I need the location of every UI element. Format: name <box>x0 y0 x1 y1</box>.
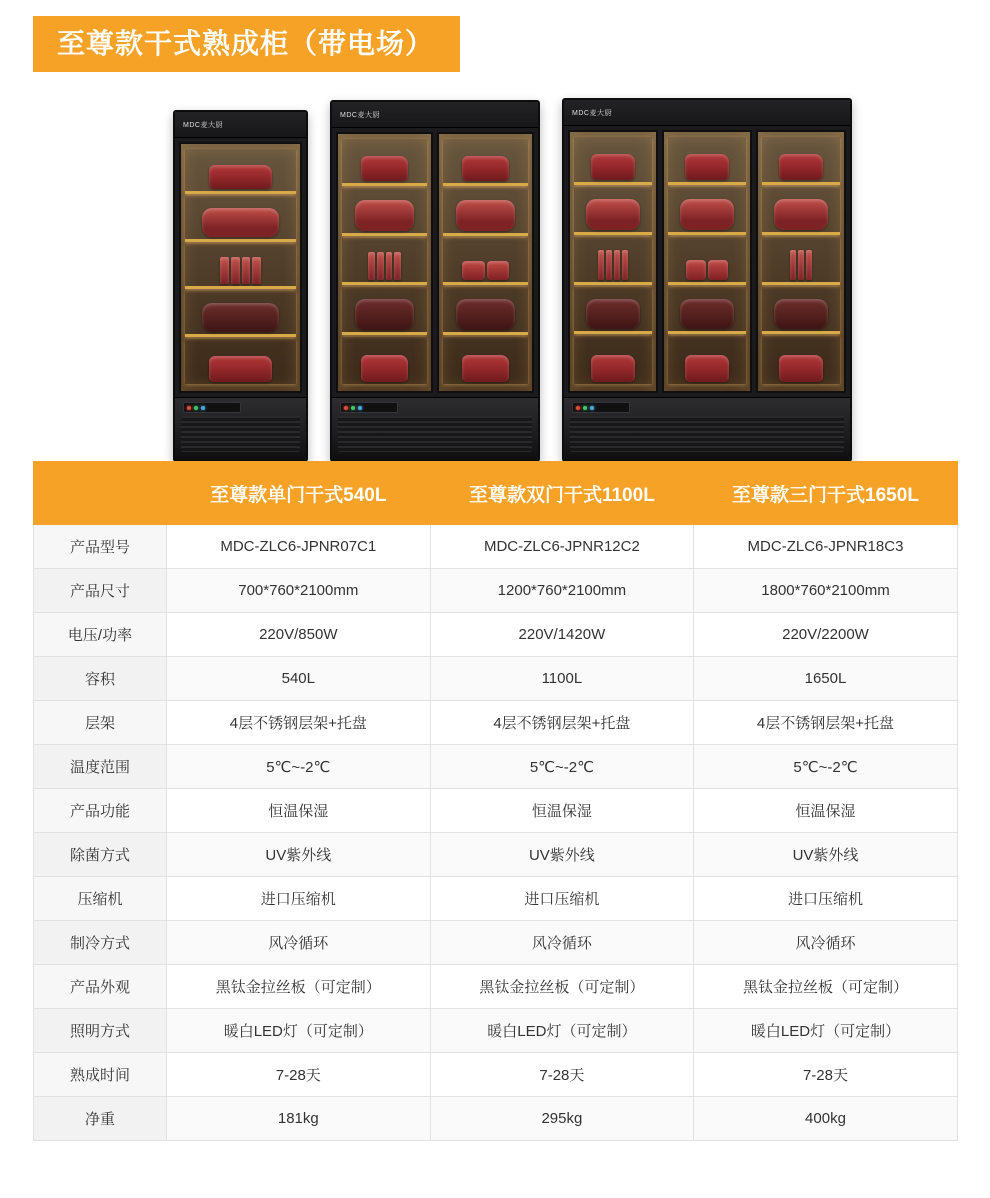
cell-value: UV紫外线 <box>694 833 958 877</box>
cell-value: 5℃~-2℃ <box>694 745 958 789</box>
shelf <box>185 339 296 384</box>
row-label: 产品尺寸 <box>34 569 167 613</box>
row-label: 温度范围 <box>34 745 167 789</box>
vent-grille <box>338 416 532 452</box>
specification-table <box>33 461 958 1141</box>
meat-cut <box>680 199 735 230</box>
cell-value: 暖白LED灯（可定制） <box>167 1009 431 1053</box>
table-row <box>34 657 958 701</box>
table-row <box>34 877 958 921</box>
page-title-banner <box>33 16 460 72</box>
meat-cut <box>686 260 706 280</box>
row-label: 净重 <box>34 1097 167 1141</box>
row-label: 产品型号 <box>34 525 167 569</box>
shelf <box>185 149 296 194</box>
shelf <box>574 237 652 285</box>
meat-cut <box>368 252 375 281</box>
cell-value: 4层不锈钢层架+托盘 <box>694 701 958 745</box>
table-header <box>34 462 958 525</box>
cell-value: 220V/850W <box>167 613 431 657</box>
cell-value: 进口压缩机 <box>694 877 958 921</box>
cell-value: 风冷循环 <box>430 921 694 965</box>
meat-cut <box>774 299 829 330</box>
cell-value: 700*760*2100mm <box>167 569 431 613</box>
table-corner-cell <box>34 462 167 525</box>
cell-value: 黑钛金拉丝板（可定制） <box>694 965 958 1009</box>
cell-value: 5℃~-2℃ <box>430 745 694 789</box>
meat-cut <box>806 250 812 279</box>
brand-logo-label: MDC麦大厨 <box>183 121 223 129</box>
cell-value: UV紫外线 <box>430 833 694 877</box>
meat-cut <box>685 154 729 180</box>
meat-cut <box>462 261 484 281</box>
brand-logo-label: MDC麦大厨 <box>572 109 612 117</box>
page-title: 至尊款干式熟成柜（带电场） <box>57 28 435 59</box>
cell-value: 进口压缩机 <box>167 877 431 921</box>
shelf <box>574 287 652 335</box>
meat-cut <box>456 200 516 231</box>
shelf <box>342 139 427 186</box>
row-label: 产品外观 <box>34 965 167 1009</box>
row-label: 除菌方式 <box>34 833 167 877</box>
meat-cut <box>779 154 823 180</box>
cabinet-group <box>173 98 852 462</box>
glass-door <box>662 130 752 393</box>
meat-cut <box>598 250 604 279</box>
meat-cut <box>622 250 628 279</box>
table-body <box>34 525 958 1141</box>
cell-value: 7-28天 <box>167 1053 431 1097</box>
row-label: 电压/功率 <box>34 613 167 657</box>
meat-cut <box>202 303 280 332</box>
row-label: 容积 <box>34 657 167 701</box>
meat-cut <box>355 200 415 231</box>
cell-value: 黑钛金拉丝板（可定制） <box>430 965 694 1009</box>
cell-value: UV紫外线 <box>167 833 431 877</box>
product-image-area <box>33 80 957 462</box>
cell-value: 进口压缩机 <box>430 877 694 921</box>
control-panel[interactable] <box>572 402 630 413</box>
row-label: 产品功能 <box>34 789 167 833</box>
cabinet-top-header <box>175 112 306 138</box>
shelf <box>762 237 840 285</box>
shelf <box>443 139 528 186</box>
cell-value: 220V/1420W <box>430 613 694 657</box>
glass-door-row <box>332 128 538 397</box>
row-label: 压缩机 <box>34 877 167 921</box>
shelf <box>443 188 528 235</box>
shelf <box>342 287 427 334</box>
meat-cut <box>462 156 510 181</box>
meat-cut <box>231 257 240 285</box>
shelf <box>185 244 296 289</box>
uv-led-icon <box>590 406 594 410</box>
status-led-icon <box>583 406 587 410</box>
table-row <box>34 921 958 965</box>
cell-value: MDC-ZLC6-JPNR18C3 <box>694 525 958 569</box>
meat-cut <box>586 199 641 230</box>
column-header-model-1: 至尊款单门干式540L <box>167 462 431 525</box>
meat-cut <box>202 208 280 237</box>
shelf <box>185 291 296 336</box>
single-door-cabinet-image <box>173 110 308 462</box>
glass-door-row <box>175 138 306 397</box>
meat-cut <box>386 252 393 281</box>
table-row <box>34 1053 958 1097</box>
meat-cut <box>220 257 229 285</box>
meat-cut <box>614 250 620 279</box>
shelf <box>185 196 296 241</box>
cell-value: 7-28天 <box>694 1053 958 1097</box>
table-row <box>34 789 958 833</box>
vent-grille <box>181 416 300 452</box>
meat-cut <box>209 356 271 382</box>
cell-value: 风冷循环 <box>167 921 431 965</box>
cell-value: 风冷循环 <box>694 921 958 965</box>
cell-value: 1650L <box>694 657 958 701</box>
meat-cut <box>209 165 271 189</box>
meat-cut <box>779 355 823 382</box>
table-row <box>34 833 958 877</box>
cell-value: 恒温保湿 <box>167 789 431 833</box>
shelf <box>668 137 746 185</box>
meat-cut <box>361 156 409 181</box>
control-panel[interactable] <box>340 402 398 413</box>
column-header-model-2: 至尊款双门干式1100L <box>430 462 694 525</box>
row-label: 制冷方式 <box>34 921 167 965</box>
brand-logo-label: MDC麦大厨 <box>340 111 380 119</box>
power-led-icon <box>187 406 191 410</box>
table-row <box>34 613 958 657</box>
shelf <box>443 238 528 285</box>
cabinet-base-unit <box>332 397 538 460</box>
meat-cut <box>606 250 612 279</box>
table-header-row <box>34 462 958 525</box>
table-row <box>34 701 958 745</box>
status-led-icon <box>194 406 198 410</box>
shelf <box>762 187 840 235</box>
meat-cut <box>774 199 829 230</box>
control-panel[interactable] <box>183 402 241 413</box>
cell-value: 220V/2200W <box>694 613 958 657</box>
table-row <box>34 965 958 1009</box>
double-door-cabinet-image <box>330 100 540 462</box>
meat-cut <box>394 252 401 281</box>
uv-led-icon <box>201 406 205 410</box>
meat-cut <box>586 299 641 330</box>
table-row <box>34 745 958 789</box>
shelf <box>342 337 427 384</box>
meat-cut <box>355 299 415 330</box>
cell-value: 295kg <box>430 1097 694 1141</box>
glass-door <box>437 132 534 393</box>
shelf <box>342 238 427 285</box>
column-header-model-3: 至尊款三门干式1650L <box>694 462 958 525</box>
cell-value: 400kg <box>694 1097 958 1141</box>
cell-value: MDC-ZLC6-JPNR07C1 <box>167 525 431 569</box>
shelf <box>762 137 840 185</box>
shelf <box>574 336 652 384</box>
cell-value: 1800*760*2100mm <box>694 569 958 613</box>
meat-cut <box>591 154 635 180</box>
cell-value: 恒温保湿 <box>430 789 694 833</box>
cell-value: 5℃~-2℃ <box>167 745 431 789</box>
status-led-icon <box>351 406 355 410</box>
meat-cut <box>242 257 251 285</box>
shelf <box>443 337 528 384</box>
meat-cut <box>591 355 635 382</box>
cell-value: 4层不锈钢层架+托盘 <box>430 701 694 745</box>
shelf <box>574 187 652 235</box>
glass-door <box>568 130 658 393</box>
cell-value: 540L <box>167 657 431 701</box>
cell-value: 181kg <box>167 1097 431 1141</box>
cell-value: 1200*760*2100mm <box>430 569 694 613</box>
meat-cut <box>685 355 729 382</box>
meat-cut <box>487 261 509 281</box>
cabinet-base-unit <box>564 397 850 460</box>
glass-door <box>756 130 846 393</box>
meat-cut <box>252 257 261 285</box>
cell-value: 暖白LED灯（可定制） <box>694 1009 958 1053</box>
uv-led-icon <box>358 406 362 410</box>
glass-door <box>336 132 433 393</box>
glass-door-row <box>564 126 850 397</box>
glass-door <box>179 142 302 393</box>
cabinet-base-unit <box>175 397 306 460</box>
cabinet-top-header <box>564 100 850 126</box>
table-row <box>34 1009 958 1053</box>
cabinet-top-header <box>332 102 538 128</box>
shelf <box>668 287 746 335</box>
table-row <box>34 569 958 613</box>
meat-cut <box>456 299 516 330</box>
cell-value: 暖白LED灯（可定制） <box>430 1009 694 1053</box>
power-led-icon <box>576 406 580 410</box>
cell-value: 7-28天 <box>430 1053 694 1097</box>
meat-cut <box>798 250 804 279</box>
cell-value: 恒温保湿 <box>694 789 958 833</box>
shelf <box>762 336 840 384</box>
cell-value: MDC-ZLC6-JPNR12C2 <box>430 525 694 569</box>
meat-cut <box>377 252 384 281</box>
meat-cut <box>790 250 796 279</box>
row-label: 熟成时间 <box>34 1053 167 1097</box>
shelf <box>668 237 746 285</box>
table-row <box>34 525 958 569</box>
shelf <box>668 336 746 384</box>
shelf <box>574 137 652 185</box>
meat-cut <box>361 355 409 382</box>
shelf <box>443 287 528 334</box>
table-row <box>34 1097 958 1141</box>
power-led-icon <box>344 406 348 410</box>
row-label: 照明方式 <box>34 1009 167 1053</box>
vent-grille <box>570 416 844 452</box>
triple-door-cabinet-image <box>562 98 852 462</box>
meat-cut <box>680 299 735 330</box>
shelf <box>762 287 840 335</box>
cell-value: 4层不锈钢层架+托盘 <box>167 701 431 745</box>
cell-value: 1100L <box>430 657 694 701</box>
shelf <box>342 188 427 235</box>
meat-cut <box>462 355 510 382</box>
meat-cut <box>708 260 728 280</box>
shelf <box>668 187 746 235</box>
cell-value: 黑钛金拉丝板（可定制） <box>167 965 431 1009</box>
row-label: 层架 <box>34 701 167 745</box>
